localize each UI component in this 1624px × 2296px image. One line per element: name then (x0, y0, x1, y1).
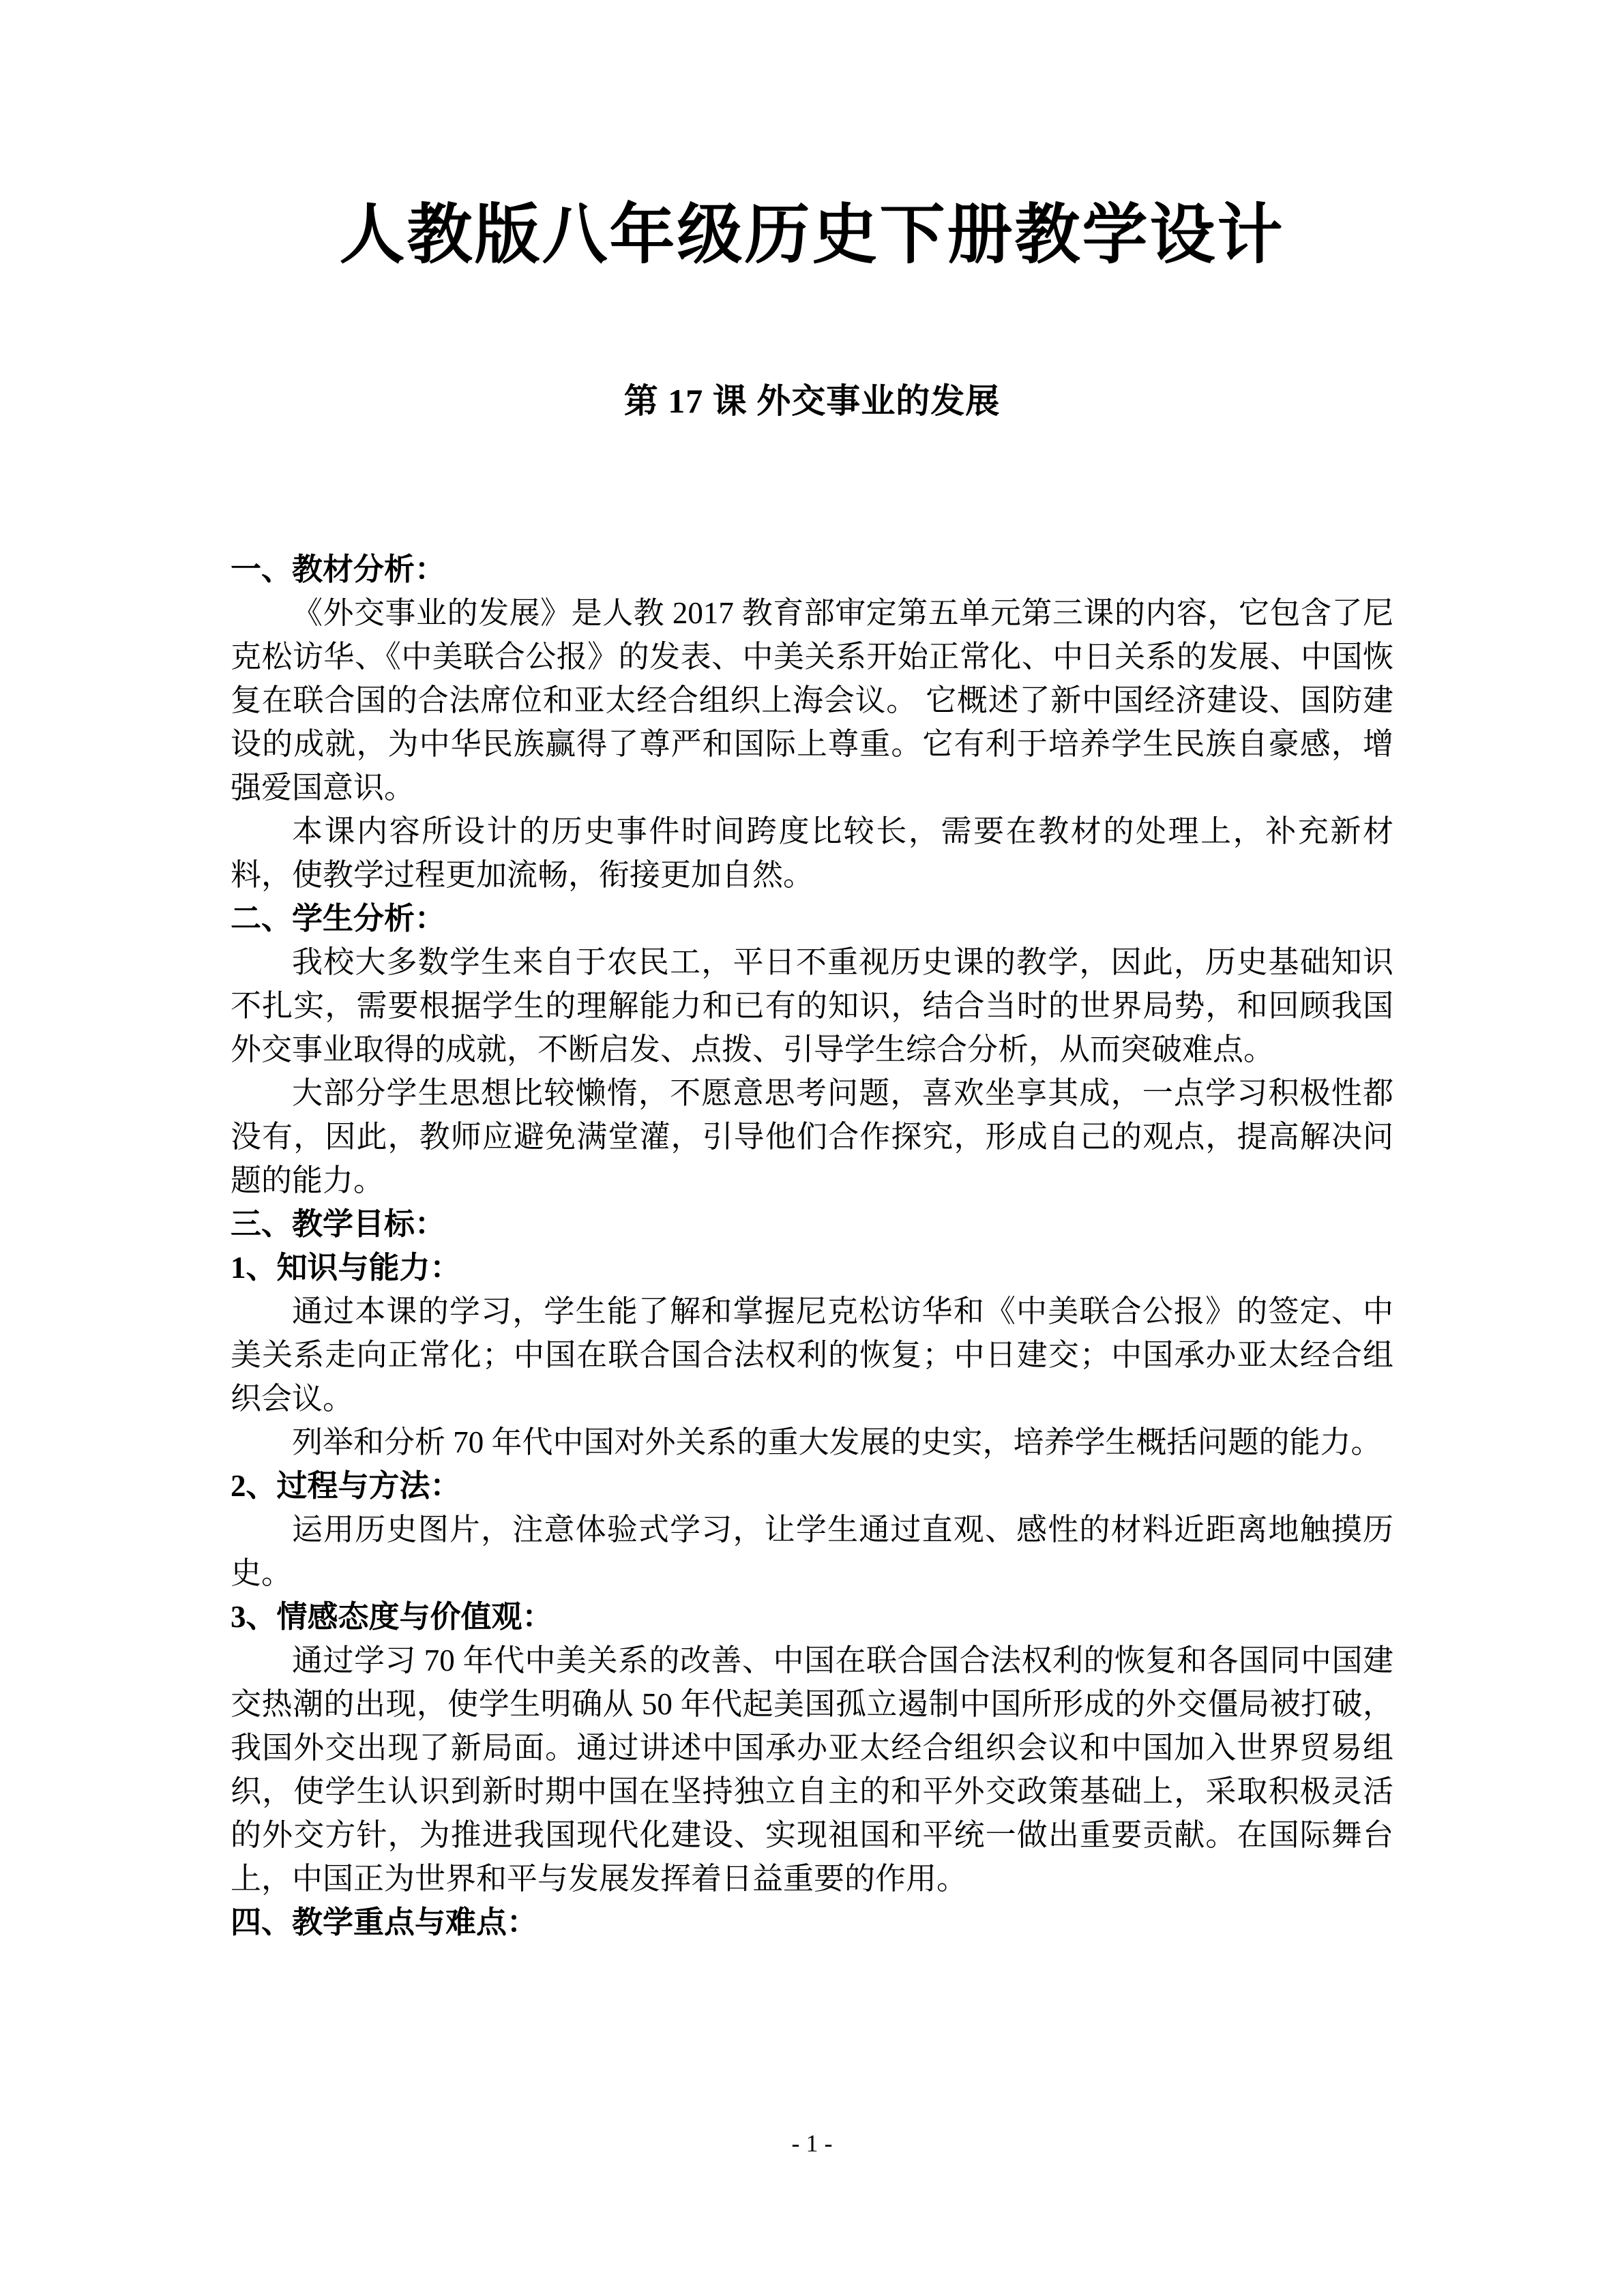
section-heading: 四、教学重点与难点： (231, 1905, 538, 1939)
paragraph: 大部分学生思想比较懒惰，不愿意思考问题，喜欢坐享其成，一点学习积极性都没有，因此，教师应避免满堂灌，引导他们合作探究，形成自己的观点，提高解决问题的能力。 (231, 1075, 1393, 1197)
paragraph: 列举和分析 70 年代中国对外关系的重大发展的史实，培养学生概括问题的能力。 (292, 1425, 1382, 1459)
paragraph: 运用历史图片，注意体验式学习，让学生通过直观、感性的材料近距离地触摸历史。 (231, 1512, 1393, 1590)
lesson-title: 第 17 课 外交事业的发展 (623, 381, 1001, 420)
section-heading: 三、教学目标： (231, 1206, 446, 1241)
document-body (231, 548, 1393, 1944)
section-heading: 一、教材分析： (231, 552, 446, 586)
page-number: - 1 - (791, 2130, 833, 2157)
section-heading: 二、学生分析： (231, 901, 446, 936)
paragraph: 通过本课的学习，学生能了解和掌握尼克松访华和《中美联合公报》的签定、中美关系走向正常化；中国在联合国合法权利的恢复；中日建交；中国承办亚太经合组织会议。 (231, 1294, 1393, 1416)
paragraph: 通过学习 70 年代中美关系的改善、中国在联合国合法权利的恢复和各国同中国建交热潮的出现，使学生明确从 50 年代起美国孤立遏制中国所形成的外交僵局被打破，我国外交出现了新局面。通过讲述中国承办亚太经合组织会议和中国加入世界贸易组织，使学生认识到新时期中国在坚持独立自主的和平外交政策基础上，采取积极灵活的外交方针，为推进我国现代化建设、实现祖国和平统一做出重要贡献。在国际舞台上，中国正为世界和平与发展发挥着日益重要的作用。 (231, 1643, 1393, 1896)
paragraph: 我校大多数学生来自于农民工，平日不重视历史课的教学，因此，历史基础知识不扎实，需要根据学生的理解能力和已有的知识，结合当时的世界局势，和回顾我国外交事业取得的成就，不断启发、点拨、引导学生综合分析，从而突破难点。 (231, 944, 1393, 1067)
section-heading: 1、知识与能力： (231, 1250, 461, 1285)
paragraph: 本课内容所设计的历史事件时间跨度比较长，需要在教材的处理上，补充新材料，使教学过程更加流畅，衔接更加自然。 (231, 814, 1393, 892)
document-title: 人教版八年级历史下册教学设计 (339, 198, 1285, 271)
section-heading: 3、情感态度与价值观： (231, 1599, 553, 1634)
paragraph: 《外交事业的发展》是人教 2017 教育部审定第五单元第三课的内容，它包含了尼克松访华、《中美联合公报》的发表、中美关系开始正常化、中日关系的发展、中国恢复在联合国的合法席位和亚太经合组织上海会议。 它概述了新中国经济建设、国防建设的成就，为中华民族赢得了尊严和国际上尊重。它有利于培养学生民族自豪感，增强爱国意识。 (231, 595, 1393, 805)
section-heading: 2、过程与方法： (231, 1468, 461, 1503)
